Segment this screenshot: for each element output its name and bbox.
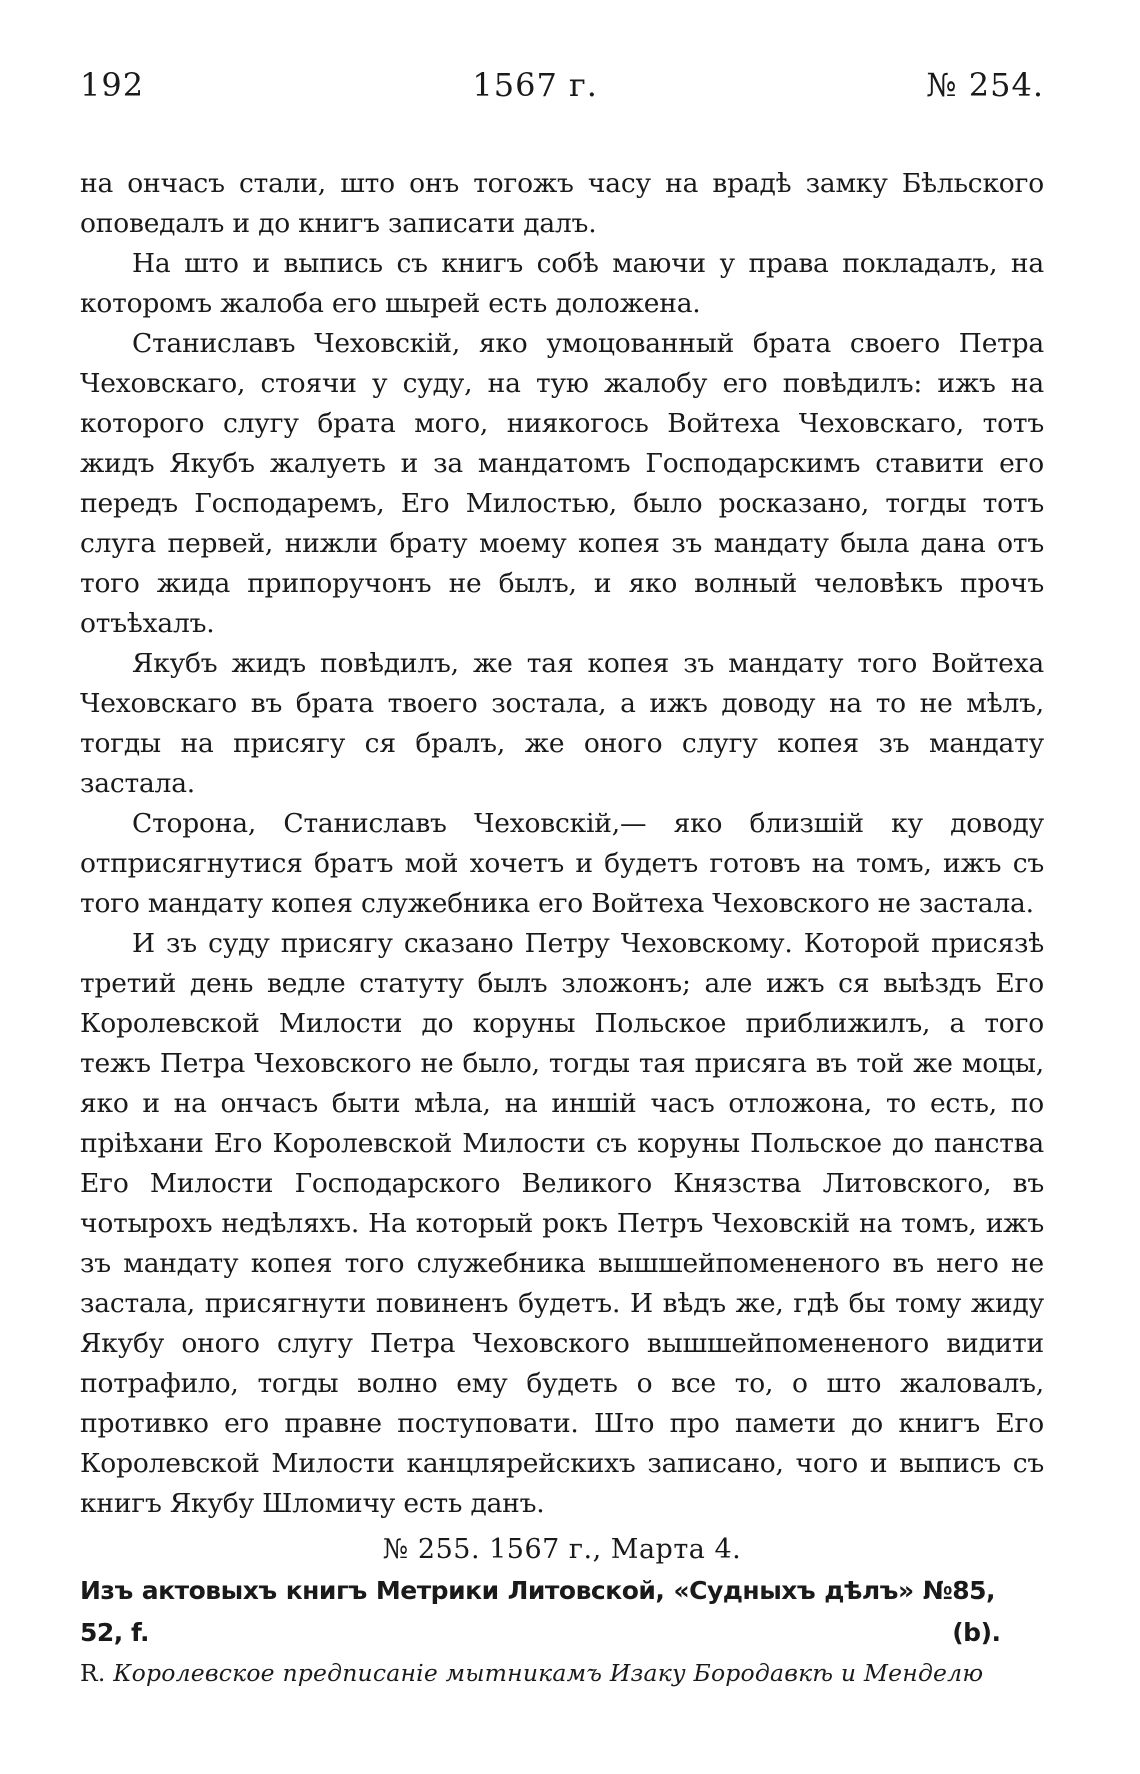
- source-reference-folio: 85, (b).: [952, 1576, 1001, 1647]
- header-document-number: № 254.: [926, 66, 1044, 104]
- source-reference-text: Изъ актовыхъ книгъ Метрики Литовской, «Судныхъ дѣлъ» № 52, f.: [80, 1576, 953, 1647]
- paragraph: И зъ суду присягу сказано Петру Чеховскому. Которой присязѣ третий день ведле статуту былъ зложонъ; але ижъ ся выѣздъ Его Королевской Милости до коруны Польское приближилъ, а того тежъ Петра Чеховского не было, тогды тая присяга въ той же моцы, яко и на ончасъ быти мѣла, на иншій часъ отложона, то есть, по пріѣхани Его Королевской Милости съ коруны Польское до панства Его Милости Господарского Великого Князства Литовского, въ чотырохъ недѣляхъ. На который рокъ Петръ Чеховскій на томъ, ижъ зъ мандату копея того служебника вышшейпомененого въ него не застала, присягнути повиненъ будетъ. И вѣдъ же, гдѣ бы тому жиду Якубу оного слугу Петра Чеховского вышшейпомененого видити потрафило, тогды волно ему будеть о все то, о што жаловалъ, противко его правне поступовати. Што про памети до книгъ Его Королевской Милости канцлярейскихъ записано, чого и выписъ съ книгъ Якубу Шломичу есть данъ.: [80, 928, 1044, 1519]
- page-number: 192: [80, 66, 145, 104]
- paragraph: На што и выпись съ книгъ собѣ маючи у права покладалъ, на которомъ жалоба его шырей есть доложена.: [80, 248, 1044, 319]
- next-document-title: № 255. 1567 г., Марта 4.: [382, 1534, 742, 1565]
- document-body: [80, 164, 1044, 1524]
- page-header: [80, 66, 1044, 124]
- paragraph: Сторона, Станиславъ Чеховскій,— яко близшій ку доводу отприсягнутися братъ мой хочетъ и будетъ готовъ на томъ, ижъ съ того мандату копея служебника его Войтеха Чеховского не застала.: [80, 808, 1044, 919]
- paragraph: Якубъ жидъ повѣдилъ, же тая копея зъ мандату того Войтеха Чеховскаго въ брата твоего зостала, а ижъ доводу на то не мѣлъ, тогды на присягу ся бралъ, же оного слугу копея зъ мандату застала.: [80, 648, 1044, 799]
- header-year: 1567 г.: [472, 66, 598, 104]
- summary-text: Королевское предписаніе мытникамъ Изаку Бородавкѣ и Менделю: [113, 1659, 984, 1687]
- summary-marker: R.: [80, 1659, 106, 1687]
- document-summary: [80, 1654, 1044, 1692]
- paragraph-continuation: на ончасъ стали, што онъ тогожъ часу на врадѣ замку Бѣльского оповедалъ и до книгъ записати далъ.: [80, 168, 1044, 239]
- source-reference: [80, 1570, 1044, 1654]
- paragraph: Станиславъ Чеховскій, яко умоцованный брата своего Петра Чеховскаго, стоячи у суду, на тую жалобу его повѣдилъ: ижъ на которого слугу брата мого, ниякогось Войтеха Чеховскаго, тотъ жидъ Якубъ жалуеть и за мандатомъ Господарскимъ ставити его передъ Господаремъ, Его Милостью, было росказано, тогды тотъ слуга первей, нижли брату моему копея зъ мандату была дана отъ того жида припоручонъ не былъ, и яко волный человѣкъ прочъ отъѣхалъ.: [80, 328, 1044, 639]
